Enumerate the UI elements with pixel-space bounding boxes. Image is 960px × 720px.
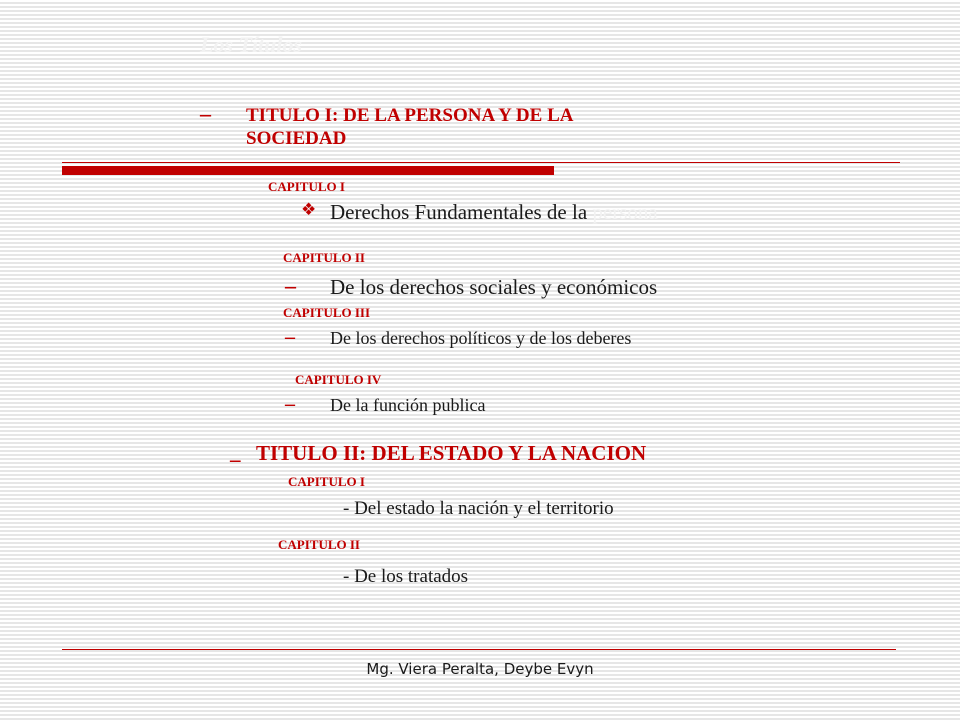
cap4-dash: – (285, 393, 295, 415)
titulo2-heading: TITULO II: DEL ESTADO Y LA NACION (256, 441, 647, 465)
cap1-faint-tail: persona (592, 200, 658, 224)
cap3-label: CAPITULO III (283, 305, 371, 320)
cap3-item: De los derechos políticos y de los deberes (330, 328, 632, 348)
cap1-item (330, 200, 658, 225)
cap1-label: CAPITULO I (268, 179, 345, 194)
footer-divider-line (62, 649, 896, 650)
titulo1-line1: TITULO I: DE LA PERSONA Y DE LA (246, 105, 574, 126)
t2cap2-item: - De los tratados (343, 566, 469, 587)
titulo1-dash: – (200, 101, 211, 126)
t2cap1-item: - Del estado la nación y el territorio (343, 498, 614, 519)
cap4-label: CAPITULO IV (295, 372, 382, 387)
diamond-bullet-icon: ❖ (301, 200, 317, 219)
cap2-item: De los derechos sociales y económicos (330, 275, 658, 299)
cap3-dash: – (285, 326, 295, 348)
t2cap1-label: CAPITULO I (288, 474, 365, 489)
header-accent-bar (62, 166, 554, 175)
faint-slide-title: Los Títulos (200, 32, 303, 57)
cap2-label: CAPITULO II (283, 250, 365, 265)
header-divider-line (62, 162, 900, 163)
t2cap2-label: CAPITULO II (278, 537, 360, 552)
cap2-dash: – (285, 273, 296, 298)
titulo2-dash: _ (230, 440, 241, 464)
titulo1-line2: SOCIEDAD (246, 128, 347, 149)
cap1-text: Derechos Fundamentales de la (330, 200, 588, 224)
cap4-item: De la función publica (330, 395, 486, 415)
footer-author: Mg. Viera Peralta, Deybe Evyn (366, 660, 594, 678)
